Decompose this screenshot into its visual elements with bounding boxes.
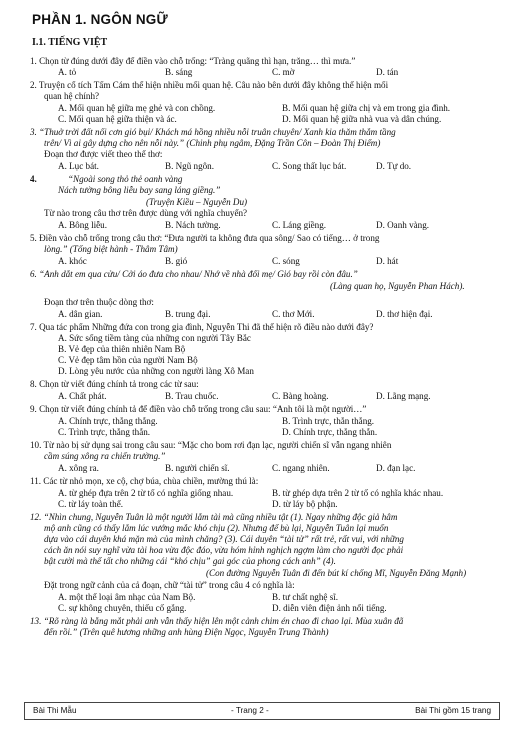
q12-option-c: C. sự không chuyên, thiếu cố gắng.: [58, 603, 187, 613]
q4-poem-line-1: “Ngoài song thỏ thẻ oanh vàng: [68, 174, 183, 184]
q9-option-d: D. Chính trực, thẳng thắn.: [282, 427, 378, 437]
q4-source: (Truyện Kiều – Nguyễn Du): [146, 197, 248, 207]
q12-source: (Con đường Nguyễn Tuân đi đến bút kí chống Mĩ, Nguyễn Đăng Mạnh): [206, 568, 467, 578]
q5-option-a: A. khóc: [58, 256, 87, 266]
q10-option-a: A. xông ra.: [58, 463, 99, 473]
q9-option-a: A. Chính trực, thẳng thắng.: [58, 416, 158, 426]
q4-stem: Từ nào trong câu thơ trên được dùng với nghĩa chuyển?: [44, 208, 248, 218]
footer-page-number: - Trang 2 -: [231, 706, 269, 715]
q7-option-d: D. Lòng yêu nước của những con người làng Xô Man: [58, 366, 254, 376]
q5-option-b: B. gió: [165, 256, 188, 266]
q2-option-a: A. Mối quan hệ giữa mẹ ghẻ và con chồng.: [58, 103, 216, 113]
q8-option-a: A. Chất phát.: [58, 391, 107, 401]
q6-option-b: B. trung đại.: [165, 309, 211, 319]
q11-option-c: C. từ láy toàn thể.: [58, 499, 124, 509]
q3-stem-3: Đoạn thơ được viết theo thể thơ:: [44, 149, 163, 159]
q10-option-d: D. đạn lạc.: [376, 463, 416, 473]
q12-option-b: B. tư chất nghệ sĩ.: [272, 592, 339, 602]
q3-option-d: D. Tự do.: [376, 161, 412, 171]
q5-option-c: C. sóng: [272, 256, 300, 266]
q6-stem: 6. “Anh dắt em qua cửu/ Cởi áo đưa cho nhau/ Nhớ về nhà đối mẹ/ Gió bay rồi còn đâu.”: [30, 269, 358, 279]
section-title: I.1. TIẾNG VIỆT: [32, 37, 108, 48]
footer-right: Bài Thi gồm 15 trang: [415, 706, 491, 715]
q10-stem-1: 10. Từ nào bị sử dụng sai trong câu sau: “Mặc cho bom rơi đạn lạc, người chiến sĩ vẫn ngang nhiên: [30, 440, 392, 450]
q4-option-d: D. Oanh vàng.: [376, 220, 430, 230]
q10-option-c: C. ngang nhiên.: [272, 463, 330, 473]
q5-stem-1: 5. Điền vào chỗ trống trong câu thơ: “Đưa người ta không đưa qua sông/ Sao có tiếng… ở trong: [30, 233, 380, 243]
q5-stem-2: lòng.” (Tống biệt hành - Thâm Tâm): [44, 244, 178, 254]
q8-option-b: B. Trau chuốc.: [165, 391, 219, 401]
q5-option-d: D. hát: [376, 256, 399, 266]
q7-option-c: C. Vẻ đẹp tâm hồn của người Nam Bộ: [58, 355, 198, 365]
q12-stem-1: 12. “Nhìn chung, Nguyễn Tuân là một người lắm tài mà cũng nhiều tật (1). Ngay những độc giả hâm: [30, 512, 398, 522]
part-title: PHẦN 1. NGÔN NGỮ: [32, 12, 168, 27]
q4-number: 4.: [30, 174, 37, 184]
q12-question: Đặt trong ngữ cảnh của cả đoạn, chữ “tài tử” trong câu 4 có nghĩa là:: [44, 580, 295, 590]
q10-option-b: B. người chiến sĩ.: [165, 463, 230, 473]
q12-stem-3: dựa vào cái duyên khá mặn mà của mình chăng? (3). Cái duyên “tài tử” rất trẻ, rất vui, với những: [44, 534, 404, 544]
q9-stem: 9. Chọn từ viết đúng chính tả để điền vào chỗ trống trong câu sau: “Anh tôi là một người…”: [30, 404, 367, 414]
q2-option-c: C. Mối quan hệ giữa thiện và ác.: [58, 114, 177, 124]
q12-stem-4: cách ăn nói suy nghĩ vừa tài hoa vừa độc đáo, vừa hóm hỉnh nghịch ngợm làm cho người đọc phải: [44, 545, 404, 555]
q12-stem-2: mộ anh cũng có thấy lắm lúc vướng mắc khó chịu (2). Nhưng để bù lại, Nguyễn Tuân lại muốn: [44, 523, 389, 533]
q1-option-a: A. tỏ: [58, 67, 77, 77]
q1-option-b: B. sáng: [165, 67, 193, 77]
q2-option-d: D. Mối quan hệ giữa nhà vua và dân chúng.: [282, 114, 442, 124]
q7-option-a: A. Sức sống tiềm tàng của những con người Tây Bắc: [58, 333, 251, 343]
q4-option-c: C. Láng giềng.: [272, 220, 327, 230]
q6-option-d: D. thơ hiện đại.: [376, 309, 433, 319]
q2-stem-1: 2. Truyện cổ tích Tấm Cám thể hiện nhiều mối quan hệ. Câu nào bên dưới đây không thể hiện mối: [30, 80, 389, 90]
q6-option-a: A. dân gian.: [58, 309, 103, 319]
q7-stem: 7. Qua tác phẩm Những đứa con trong gia đình, Nguyễn Thi đã thể hiện rõ điều nào dưới đây?: [30, 322, 374, 332]
q11-option-b: B. từ ghép dựa trên 2 từ tố có nghĩa khác nhau.: [272, 488, 444, 498]
q13-stem-2: đến rồi.” (Trên quê hương những anh hùng Điện Ngọc, Nguyễn Trung Thành): [44, 627, 329, 637]
q4-poem-line-2: Nách tường bông liễu bay sang láng giềng.”: [58, 185, 221, 195]
q6-question: Đoạn thơ trên thuộc dòng thơ:: [44, 297, 154, 307]
q7-option-b: B. Vẻ đẹp của thiên nhiên Nam Bộ: [58, 344, 186, 354]
q2-stem-2: quan hệ chính?: [44, 91, 100, 101]
q9-option-c: C. Trình trực, thẳng thắn.: [58, 427, 151, 437]
q8-option-c: C. Bàng hoàng.: [272, 391, 329, 401]
q1-stem: 1. Chọn từ đúng dưới đây để điền vào chỗ trống: “Tràng quãng thì hạn, trăng… thì mưa.”: [30, 56, 356, 66]
q1-option-d: D. tán: [376, 67, 399, 77]
q13-stem-1: 13. “Rõ ràng là bằng mắt phải anh vẫn thấy hiện lên một cảnh chim én chao đi chao lại. Mùa xuân đã: [30, 616, 404, 626]
q12-stem-5: bật cười mà thể tất cho những cái “khó chịu” gai góc của phong cách anh” (4).: [44, 556, 336, 566]
q11-option-a: A. từ ghép đựa trên 2 từ tố có nghĩa giống nhau.: [58, 488, 234, 498]
q6-option-c: C. thơ Mới.: [272, 309, 315, 319]
q1-option-c: C. mờ: [272, 67, 295, 77]
q9-option-b: B. Trình trực, thẳn thắng.: [282, 416, 375, 426]
q4-option-a: A. Bông liễu.: [58, 220, 108, 230]
q8-stem: 8. Chọn từ viết đúng chính tả trong các từ sau:: [30, 379, 199, 389]
q2-option-b: B. Mối quan hệ giữa chị và em trong gia đình.: [282, 103, 451, 113]
q3-option-b: B. Ngũ ngôn.: [165, 161, 215, 171]
q12-option-a: A. một thể loại âm nhạc của Nam Bộ.: [58, 592, 196, 602]
page-footer: [24, 702, 500, 720]
q3-option-a: A. Lục bát.: [58, 161, 99, 171]
q12-option-d: D. diễn viên điện ảnh nổi tiếng.: [272, 603, 387, 613]
q3-option-c: C. Song thất lục bát.: [272, 161, 347, 171]
q4-option-b: B. Nách tường.: [165, 220, 221, 230]
q11-stem: 11. Các từ nhỏ mọn, xe cộ, chợ búa, chùa chiền, mường thú là:: [30, 476, 259, 486]
q3-stem-2: trên/ Vì ai gây dựng cho nên nỗi này.” (Chinh phụ ngâm, Đặng Trần Côn – Đoàn Thị Điểm): [44, 138, 381, 148]
q10-stem-2: cầm súng xông ra chiến trường.”: [44, 451, 166, 461]
q6-source: (Làng quan họ, Nguyễn Phan Hách).: [330, 281, 465, 291]
q11-option-d: D. từ láy bộ phận.: [272, 499, 338, 509]
q8-option-d: D. Lãng mạng.: [376, 391, 431, 401]
q3-stem-1: 3. “Thuở trời đất nổi cơn gió bụi/ Khách má hồng nhiều nỗi truân chuyên/ Xanh kia thăm thẳm tầng: [30, 127, 396, 137]
footer-left: Bài Thi Mẫu: [33, 706, 77, 715]
